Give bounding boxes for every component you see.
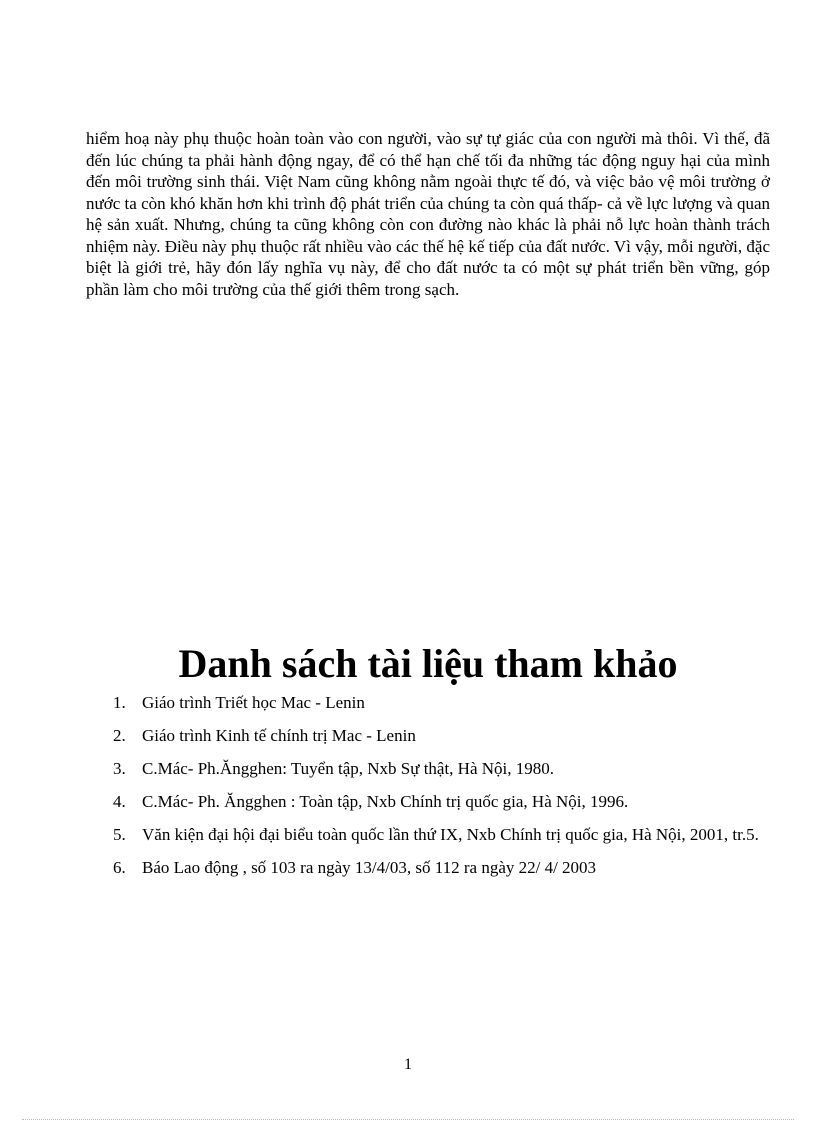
reference-item <box>86 692 770 714</box>
page-break-divider <box>22 1119 794 1120</box>
reference-text: Giáo trình Kinh tế chính trị Mac - Lenin <box>142 726 416 745</box>
reference-text: Văn kiện đại hội đại biểu toàn quốc lần thứ IX, Nxb Chính trị quốc gia, Hà Nội, 2001, tr.5. <box>142 825 759 844</box>
reference-number: 6. <box>113 858 126 877</box>
reference-item <box>86 857 770 879</box>
reference-text: Giáo trình Triết học Mac - Lenin <box>142 693 365 712</box>
page-number: 1 <box>404 1056 412 1073</box>
reference-text: C.Mác- Ph. Ăngghen : Toàn tập, Nxb Chính trị quốc gia, Hà Nội, 1996. <box>142 792 629 811</box>
body-paragraph: hiểm hoạ này phụ thuộc hoàn toàn vào con người, vào sự tự giác của con người mà thôi. Vì thế, đã đến lúc chúng ta phải hành động ngay, để có thể hạn chế tối đa những tác động nguy hại của mình đến môi trường sinh thái. Việt Nam cũng không nằm ngoài thực tế đó, và việc bảo vệ môi trường ở nước ta còn khó khăn hơn khi trình độ phát triển của chúng ta còn quá thấp- cả về lực lượng và quan hệ sản xuất. Nhưng, chúng ta cũng không còn con đường nào khác là phải nỗ lực hoàn thành trách nhiệm này. Điều này phụ thuộc rất nhiều vào các thế hệ kế tiếp của đất nước. Vì vậy, mỗi người, đặc biệt là giới trẻ, hãy đón lấy nghĩa vụ này, để cho đất nước ta có một sự phát triển bền vững, góp phần làm cho môi trường của thế giới thêm trong sạch. <box>86 129 770 299</box>
reference-number: 4. <box>113 792 126 811</box>
body-paragraph-block <box>86 128 770 300</box>
reference-item <box>86 791 770 813</box>
reference-number: 2. <box>113 726 126 745</box>
reference-item <box>86 725 770 747</box>
references-heading: Danh sách tài liệu tham khảo <box>178 641 678 686</box>
reference-number: 1. <box>113 693 126 712</box>
reference-text: C.Mác- Ph.Ăngghen: Tuyển tập, Nxb Sự thật, Hà Nội, 1980. <box>142 759 555 778</box>
references-list <box>86 692 770 890</box>
reference-number: 5. <box>113 825 126 844</box>
reference-number: 3. <box>113 759 126 778</box>
reference-item <box>86 824 770 846</box>
reference-item <box>86 758 770 780</box>
reference-text: Báo Lao động , số 103 ra ngày 13/4/03, số 112 ra ngày 22/ 4/ 2003 <box>142 858 597 877</box>
